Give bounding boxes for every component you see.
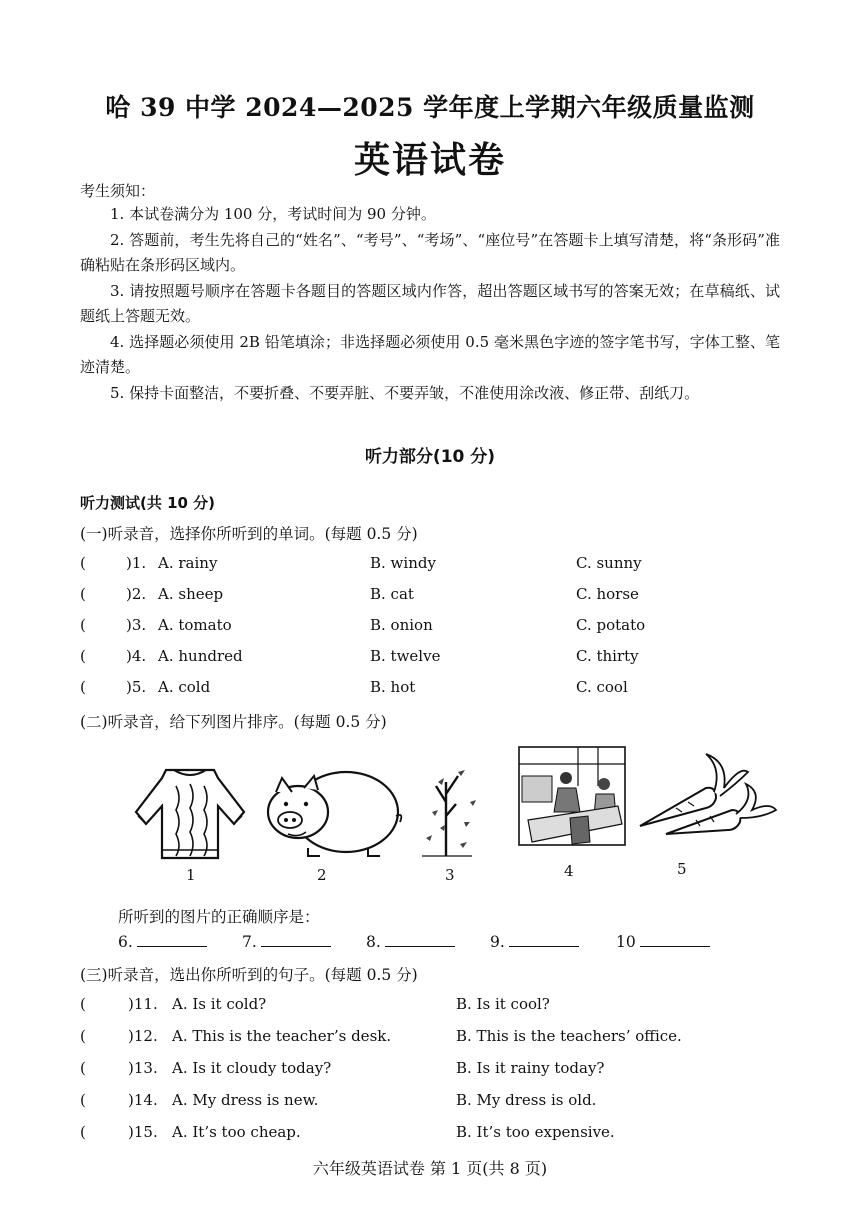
option-c: C. cool — [576, 678, 628, 696]
option-b: B. It’s too expensive. — [456, 1123, 615, 1141]
option-a: A. tomato — [158, 616, 232, 634]
question-number: )5. — [126, 678, 147, 696]
option-a: A. Is it cloudy today? — [172, 1059, 332, 1077]
option-a: A. rainy — [158, 554, 218, 572]
picture-label: 1 — [186, 866, 196, 884]
answer-paren: ( — [80, 995, 86, 1013]
notice-item: 4. 选择题必须使用 2B 铅笔填涂；非选择题必须使用 0.5 毫米黑色字迹的签字笔书写，字体工整、笔迹清楚。 — [80, 332, 780, 376]
question-number: )11. — [128, 995, 158, 1013]
picture-label: 3 — [445, 866, 455, 884]
blank-number: 10 — [616, 933, 636, 951]
question-row — [80, 616, 780, 640]
question-number: )1. — [126, 554, 147, 572]
option-b: B. My dress is old. — [456, 1091, 597, 1109]
answer-paren: ( — [80, 1091, 86, 1109]
question-number: )3. — [126, 616, 147, 634]
answer-paren: ( — [80, 1027, 86, 1045]
answer-blank[interactable] — [366, 932, 455, 951]
option-a: A. Is it cold? — [172, 995, 267, 1013]
answer-blank[interactable] — [118, 932, 207, 951]
blank-number: 9. — [490, 933, 505, 951]
pig-picture — [258, 764, 404, 860]
question-row — [80, 1027, 780, 1051]
carrots-picture — [636, 748, 778, 844]
picture-label: 2 — [317, 866, 327, 884]
answer-paren: ( — [80, 1123, 86, 1141]
order-hint: 所听到的图片的正确顺序是： — [118, 908, 320, 926]
notice-item: 3. 请按照题号顺序在答题卡各题目的答题区域内作答，超出答题区域书写的答案无效；在草稿纸、试题纸上答题无效。 — [80, 281, 780, 325]
autumn-tree-picture — [414, 752, 484, 860]
option-c: C. horse — [576, 585, 639, 603]
exam-subtitle: 英语试卷 — [353, 139, 506, 181]
exam-title: 哈 39 中学 2024—2025 学年度上学期六年级质量监测 — [105, 93, 755, 122]
question-row — [80, 1123, 780, 1147]
question-row — [80, 585, 780, 609]
notice-list — [80, 202, 780, 406]
option-c: C. sunny — [576, 554, 642, 572]
notice-item: 1. 本试卷满分为 100 分，考试时间为 90 分钟。 — [110, 205, 436, 223]
option-b: B. Is it cool? — [456, 995, 550, 1013]
answer-paren: ( — [80, 678, 86, 696]
question-row — [80, 1059, 780, 1083]
option-b: B. twelve — [370, 647, 441, 665]
question-number: )2. — [126, 585, 147, 603]
answer-paren: ( — [80, 554, 86, 572]
option-b: B. This is the teachers’ office. — [456, 1027, 682, 1045]
answer-blank[interactable] — [242, 932, 331, 951]
blank-number: 6. — [118, 933, 133, 951]
option-b: B. hot — [370, 678, 416, 696]
part3-heading: (三)听录音，选出你所听到的句子。(每题 0.5 分) — [80, 966, 418, 984]
question-row — [80, 678, 780, 702]
question-row — [80, 647, 780, 671]
option-b: B. onion — [370, 616, 433, 634]
listening-test-title: 听力测试(共 10 分) — [80, 494, 216, 512]
notice-item: 5. 保持卡面整洁，不要折叠、不要弄脏、不要弄皱，不准使用涂改液、修正带、刮纸刀。 — [110, 383, 700, 402]
option-a: A. My dress is new. — [172, 1091, 319, 1109]
blank-number: 8. — [366, 933, 381, 951]
listening-section-title: 听力部分(10 分) — [364, 447, 496, 467]
question-number: )12. — [128, 1027, 158, 1045]
part1-heading: (一)听录音，选择你所听到的单词。(每题 0.5 分) — [80, 525, 418, 543]
option-a: A. It’s too cheap. — [172, 1123, 301, 1141]
option-a: A. This is the teacher’s desk. — [172, 1027, 392, 1045]
option-b: B. Is it rainy today? — [456, 1059, 605, 1077]
blank-number: 7. — [242, 933, 257, 951]
option-c: C. potato — [576, 616, 646, 634]
answer-paren: ( — [80, 1059, 86, 1077]
notice-heading: 考生须知： — [80, 182, 156, 200]
picture-label: 4 — [564, 862, 574, 880]
question-number: )14. — [128, 1091, 158, 1109]
question-row — [80, 554, 780, 578]
page-footer: 六年级英语试卷 第 1 页(共 8 页) — [312, 1159, 548, 1178]
sweater-picture — [126, 758, 254, 862]
question-number: )13. — [128, 1059, 158, 1077]
office-picture — [518, 746, 626, 846]
answer-paren: ( — [80, 585, 86, 603]
picture-row — [0, 742, 860, 892]
answer-paren: ( — [80, 616, 86, 634]
question-number: )4. — [126, 647, 147, 665]
part2-heading: (二)听录音，给下列图片排序。(每题 0.5 分) — [80, 713, 387, 731]
picture-label: 5 — [677, 860, 687, 878]
notice-item: 2. 答题前，考生先将自己的“姓名”、“考号”、“考场”、“座位号”在答题卡上填写清楚，将“条形码”准确粘贴在条形码区域内。 — [80, 230, 780, 274]
question-number: )15. — [128, 1123, 158, 1141]
option-a: A. sheep — [158, 585, 224, 603]
option-b: B. windy — [370, 554, 436, 572]
answer-blank[interactable] — [490, 932, 579, 951]
order-blanks — [118, 932, 738, 958]
option-a: A. hundred — [158, 647, 243, 665]
answer-blank[interactable] — [616, 932, 710, 951]
option-a: A. cold — [158, 678, 211, 696]
question-row — [80, 995, 780, 1019]
question-row — [80, 1091, 780, 1115]
option-b: B. cat — [370, 585, 414, 603]
answer-paren: ( — [80, 647, 86, 665]
option-c: C. thirty — [576, 647, 639, 665]
